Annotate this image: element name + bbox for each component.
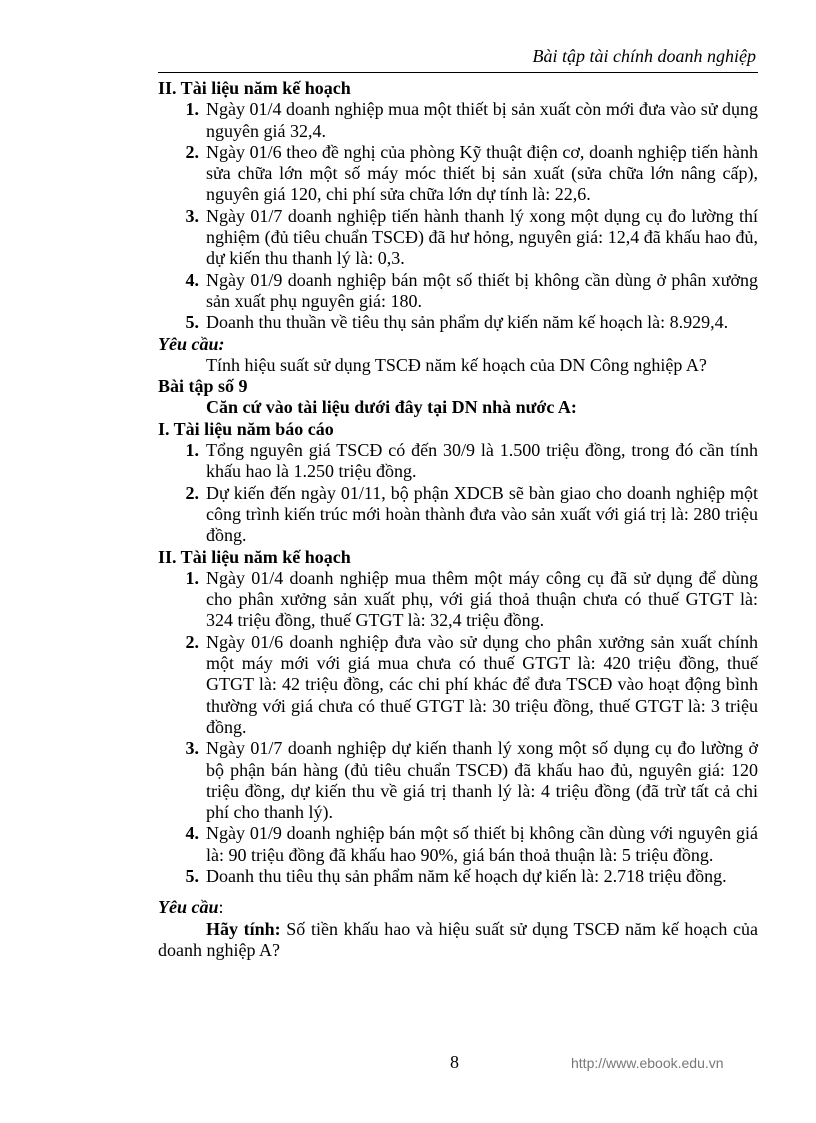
list-item (158, 632, 758, 738)
list-item-number: 1. (185, 99, 199, 120)
list-item (158, 823, 758, 866)
list-item-text: Ngày 01/7 doanh nghiệp dự kiến thanh lý xong một số dụng cụ đo lường ở bộ phận bán hàng (đủ tiêu chuẩn TSCĐ) đã khấu hao đủ, nguyên giá: 120 triệu đồng, dự kiến thu về giá trị thanh lý là: 4 triệu đồng (đã trừ tất cả chi phí cho thanh lý). (206, 738, 758, 823)
list-item-number: 2. (185, 631, 199, 652)
exercise-title: Bài tập số 9 (158, 376, 248, 397)
header-divider (158, 72, 758, 73)
requirement-rest: Số tiền khấu hao và hiệu suất sử dụng TSCĐ năm kế hoạch của doanh nghiệp A? (158, 918, 758, 960)
section1-list (158, 99, 758, 333)
list-item (158, 99, 758, 142)
requirement-bold: Hãy tính: (206, 918, 281, 939)
list-item-number: 2. (185, 141, 199, 162)
requirement-text: Tính hiệu suất sử dụng TSCĐ năm kế hoạch của DN Công nghiệp A? (206, 354, 707, 375)
list-item-number: 4. (185, 823, 199, 844)
requirement-label: Yêu cầu (158, 897, 219, 918)
part1-heading: I. Tài liệu năm báo cáo (158, 418, 334, 439)
page-body (158, 78, 758, 961)
spacer (158, 887, 758, 897)
list-item-number: 4. (185, 269, 199, 290)
list-item (158, 738, 758, 823)
exercise-intro: Căn cứ vào tài liệu dưới đây tại DN nhà nước A: (206, 397, 577, 418)
list-item-text: Dự kiến đến ngày 01/11, bộ phận XDCB sẽ bàn giao cho doanh nghiệp một công trình kiến trúc mới hoàn thành đưa vào sản xuất với giá trị là: 280 triệu đồng. (206, 482, 758, 546)
list-item-number: 1. (185, 567, 199, 588)
list-item (158, 270, 758, 313)
part1-list (158, 440, 758, 546)
list-item (158, 866, 758, 887)
page-number: 8 (450, 1052, 459, 1072)
list-item (158, 206, 758, 270)
list-item-text: Tổng nguyên giá TSCĐ có đến 30/9 là 1.500 triệu đồng, trong đó cần tính khấu hao là 1.250 triệu đồng. (206, 440, 758, 482)
list-item-number: 1. (185, 440, 199, 461)
list-item-number: 5. (185, 865, 199, 886)
requirement-label: Yêu cầu: (158, 333, 225, 354)
list-item-text: Doanh thu tiêu thụ sản phẩm năm kế hoạch dự kiến là: 2.718 triệu đồng. (206, 865, 727, 886)
list-item-text: Ngày 01/6 doanh nghiệp đưa vào sử dụng cho phân xưởng sản xuất chính một máy mới với giá mua chưa có thuế GTGT là: 420 triệu đồng, thuế GTGT là: 42 triệu đồng, các chi phí khác để đưa TSCĐ vào hoạt động bình thường với giá chưa có thuế GTGT là: 30 triệu đồng, thuế GTGT là: 3 triệu đồng. (206, 631, 758, 737)
list-item-number: 3. (185, 738, 199, 759)
list-item-number: 3. (185, 205, 199, 226)
requirement-colon: : (218, 897, 224, 918)
list-item (158, 483, 758, 547)
requirement-line (158, 897, 758, 918)
list-item-text: Ngày 01/4 doanh nghiệp mua một thiết bị sản xuất còn mới đưa vào sử dụng nguyên giá 32,4. (206, 99, 758, 141)
footer-url: http://www.ebook.edu.vn (571, 1055, 724, 1071)
list-item-text: Ngày 01/7 doanh nghiệp tiến hành thanh lý xong một dụng cụ đo lường thí nghiệm (đủ tiêu chuẩn TSCĐ) đã hư hỏng, nguyên giá: 12,4 đã khấu hao đủ, dự kiến thu thanh lý là: 0,3. (206, 205, 758, 269)
list-item-text: Ngày 01/6 theo đề nghị của phòng Kỹ thuật điện cơ, doanh nghiệp tiến hành sửa chữa lớn một số máy móc thiết bị sản xuất (sửa chữa lớn nâng cấp), nguyên giá 120, chi phí sửa chữa lớn dự tính là: 22,6. (206, 141, 758, 205)
list-item-text: Ngày 01/4 doanh nghiệp mua thêm một máy công cụ đã sử dụng để dùng cho phân xưởng sản xuất phụ, với giá thoả thuận chưa có thuế GTGT là: 324 triệu đồng, thuế GTGT là: 32,4 triệu đồng. (206, 567, 758, 631)
list-item (158, 142, 758, 206)
list-item-text: Doanh thu thuần về tiêu thụ sản phẩm dự kiến năm kế hoạch là: 8.929,4. (206, 312, 729, 333)
list-item-number: 5. (185, 312, 199, 333)
list-item-number: 2. (185, 482, 199, 503)
list-item (158, 568, 758, 632)
section-heading: II. Tài liệu năm kế hoạch (158, 78, 351, 98)
part2-heading: II. Tài liệu năm kế hoạch (158, 546, 351, 567)
running-header-title: Bài tập tài chính doanh nghiệp (532, 46, 756, 66)
list-item-text: Ngày 01/9 doanh nghiệp bán một số thiết bị không cần dùng ở phân xưởng sản xuất phụ nguyên giá: 180. (206, 269, 758, 311)
list-item-text: Ngày 01/9 doanh nghiệp bán một số thiết bị không cần dùng với nguyên giá là: 90 triệu đồng đã khấu hao 90%, giá bán thoả thuận là: 5 triệu đồng. (206, 823, 758, 865)
list-item (158, 440, 758, 483)
list-item (158, 312, 758, 333)
part2-list (158, 568, 758, 887)
requirement-text (158, 919, 758, 962)
